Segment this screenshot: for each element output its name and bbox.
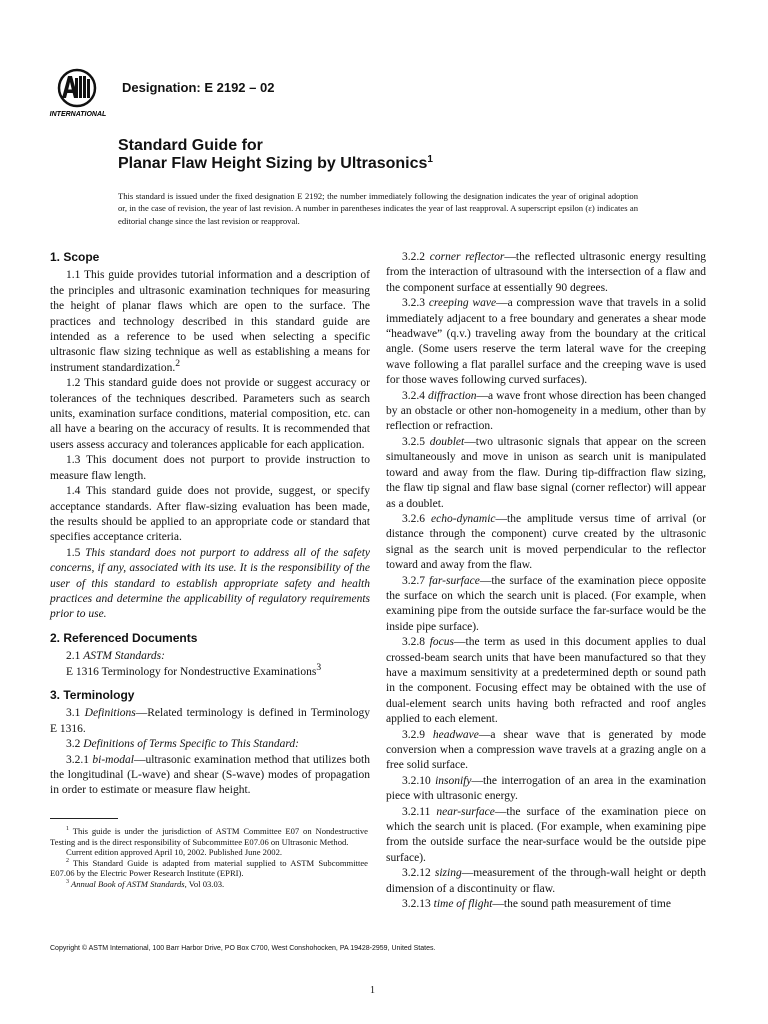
title-footnote-ref: 1 [427,154,433,165]
term-3-2-4: 3.2.4 diffraction—a wave front whose direction has been changed by an obstacle or other non-homogeneity in a medium, other than by reflection or refraction. [386,389,706,433]
term-3-2-6: 3.2.6 echo-dynamic—the amplitude versus time of arrival (or distance through the component) curve created by the ultrasonic signal as the search unit is moved perpendicular to the reflector toward and away from the flaw. [386,512,707,572]
footnote-rule [50,818,118,819]
copyright-notice: Copyright © ASTM International, 100 Barr Harbor Drive, PO Box C700, West Conshohocken, PA 19428-2959, United States. [50,945,436,952]
paragraph-1-2: 1.2 This standard guide does not provide or suggest accuracy or tolerances of the techniques described. Parameters such as search units, examination surface conditions, material composition, etc. can all have a bearing on the accuracy of results. It is recommended that users assess accuracy and tolerances applicable for each application. [50,377,370,451]
footnote-2: $^2$ This Standard Guide is adapted from material supplied to ASTM Subcommittee E07.06 by the Electric Power Research Institute (EPRI). [50,857,368,879]
reference-e1316: E 1316 Terminology for Nondestructive Examinations$^3$ [66,661,322,678]
title-line-1: Standard Guide for [118,137,263,154]
designation: Designation: E 2192 – 02 [122,80,275,95]
section-heading-scope: 1. Scope [50,250,100,264]
term-3-2-7: 3.2.7 far-surface—the surface of the examination piece opposite the surface on which the search unit is placed. (For example, when examining pipe from the outside surface the far-surface would be the inside pipe surface). [386,574,706,633]
section-heading-referenced-documents: 2. Referenced Documents [50,630,198,645]
term-3-2-8: 3.2.8 focus—the term as used in this document applies to dual crossed-beam search units that have been manufactured so that they have a maximum sensitivity at a predetermined depth or sound path in the component. Focusing effect may be obtained with the use of dual-element search units having both refracted and roof angles applied to each element. [386,636,707,726]
footnote-1: $^1$ This guide is under the jurisdiction of ASTM Committee E07 on Nondestructive Testing and is the direct responsibility of Subcommittee E07.06 on Ultrasonic Method. [50,826,368,847]
right-column [386,250,706,912]
logo-subtext: INTERNATIONAL [49,111,107,118]
paragraph-3-2: 3.2 Definitions of Terms Specific to This Standard: [66,738,299,751]
paragraph-2-1: 2.1 ASTM Standards: [66,650,165,663]
footnote-3: $^3$ Annual Book of ASTM Standards, Vol 03.03. [66,878,225,889]
standard-notice: This standard is issued under the fixed designation E 2192; the number immediately following the designation indicates the year of original adoption or, in the case of revision, the year of last revision. A number in parentheses indicates the year of last reapproval. A superscript epsilon (ε) indicates an editorial change since the last revision or reapproval. [118,191,638,226]
term-3-2-5: 3.2.5 doublet—two ultrasonic signals that appear on the screen simultaneously and move in unison as search unit is manipulated toward and away from the flaw. During tip-diffraction flaw sizing, the flaw tip signal and flaw base signal (corner reflector) will appear as a doublet. [386,435,707,510]
term-3-2-10: 3.2.10 insonify—the interrogation of an area in the examination piece with ultrasonic energy. [386,774,706,803]
term-3-2-13: 3.2.13 time of flight—the sound path measurement of time [402,898,671,911]
left-column [50,250,370,799]
title-line-2 [118,155,433,173]
term-3-2-1: 3.2.1 bi-modal—ultrasonic examination method that utilizes both the longitudinal (L-wave) and shear (S-wave) modes of propagation in order to estimate or measure flaw height. [50,753,371,797]
astm-logo [44,68,112,120]
paragraph-1-4: 1.4 This standard guide does not provide, suggest, or specify acceptance standards. After flaw-sizing evaluation has been made, the results should be applied to an appropriate code or standard that specifies acceptance criteria. [50,485,370,544]
paragraph-3-1: 3.1 Definitions—Related terminology is defined in Terminology E 1316. [50,707,370,735]
term-3-2-2: 3.2.2 corner reflector—the reflected ultrasonic energy resulting from the interaction of ultrasound with the intersection of a flaw and the component surface at essentially 90 degrees. [386,251,706,294]
title-text: Planar Flaw Height Sizing by Ultrasonics [118,155,428,172]
paragraph-1-1: 1.1 This guide provides tutorial information and a description of the principles and ultrasonic examination techniques for measuring the height of planar flaws which are open to the surface. The practices and technology described in this standard guide are intended as a reference to be used when selecting a specific ultrasonic flaw sizing technique as well as establishing a means for instrument standardization.$^2$ [50,269,370,374]
term-3-2-11: 3.2.11 near-surface—the surface of the examination piece on which the search unit is placed. (For example, when examining pipe from the outside surface the near-surface would be the outside pipe surface). [386,805,706,864]
page-number: 1 [370,985,375,996]
term-3-2-12: 3.2.12 sizing—measurement of the through-wall height or depth dimension of a discontinuity or flaw. [386,867,707,895]
footnote-1b: Current edition approved April 10, 2002. Published June 2002. [66,847,283,858]
paragraph-1-5: 1.5 This standard does not purport to address all of the safety concerns, if any, associated with its use. It is the responsibility of the user of this standard to establish appropriate safety and health practices and determine the applicability of regulatory requirements prior to use. [50,546,371,621]
term-3-2-9: 3.2.9 headwave—a shear wave that is generated by mode conversion when a compression wave travels at a grazing angle on a free solid surface. [386,728,706,772]
term-3-2-3: 3.2.3 creeping wave—a compression wave that travels in a solid immediately adjacent to a free boundary and generates a shear mode “headwave” (q.v.) traveling away from the boundary at the critical angle. (Some users reserve the term lateral wave for the creeping wave following a flat parallel surface and the creeping wave is used for those waves following curved surfaces). [386,297,707,387]
section-heading-terminology: 3. Terminology [50,687,135,702]
paragraph-1-3: 1.3 This document does not purport to provide instruction to measure flaw length. [50,454,370,482]
footnotes [50,826,368,890]
